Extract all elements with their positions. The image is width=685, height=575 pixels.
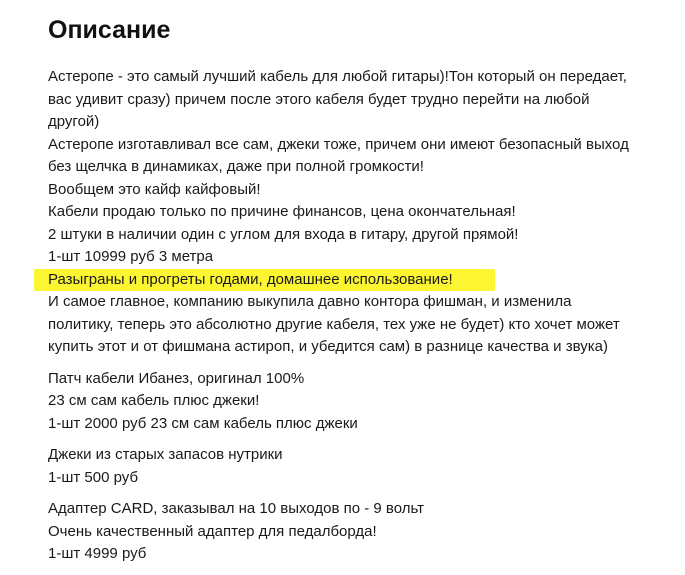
text-line: 1-шт 2000 руб 23 см сам кабель плюс джеки — [48, 414, 358, 432]
text-line: Джеки из старых запасов нутрики — [48, 446, 283, 463]
paragraph-ibanez-patch — [48, 368, 668, 436]
text-line: другой) — [48, 113, 100, 130]
text-line: купить этот и от фишмана астироп, и убедится сам) в разнице качества и звука) — [48, 338, 608, 355]
paragraph-asteropе — [48, 66, 668, 359]
text-line: Астеропе - это самый лучший кабель для любой гитары)!Тон который он передает, — [48, 68, 627, 85]
text-line: 2 штуки в наличии один с углом для входа в гитару, другой прямой! — [48, 225, 519, 243]
text-line: Патч кабели Ибанез, оригинал 100% — [48, 369, 305, 387]
section-title: Описание — [48, 16, 171, 44]
text-line: Астеропе изготавливал все сам, джеки тоже, причем они имеют безопасный выход — [48, 135, 629, 153]
description-section — [48, 14, 668, 575]
text-line: 23 см сам кабель плюс джеки! — [48, 392, 260, 409]
text-line: И самое главное, компанию выкупила давно контора фишман, и изменила — [48, 293, 572, 310]
text-line: Вообщем это кайф кайфовый! — [48, 180, 261, 198]
paragraph-neutrik-jacks — [48, 444, 668, 489]
text-line: Кабели продаю только по причине финансов, цена окончательная! — [48, 203, 516, 220]
text-line: 1-шт 10999 руб 3 метра — [48, 248, 214, 265]
text-line: 1-шт 4999 руб — [48, 545, 147, 562]
text-line: Адаптер CARD, заказывал на 10 выходов по - 9 вольт — [48, 500, 424, 517]
text-line: без щелчка в динамиках, даже при полной громкости! — [48, 158, 424, 175]
highlight-mark: Разыграны и прогреты годами, домашнее использование! — [34, 269, 495, 292]
text-line: политику, теперь это абсолютно другие кабеля, тех уже не будет) кто хочет может — [48, 315, 620, 333]
highlighted-line — [48, 269, 668, 292]
paragraph-card-adapter — [48, 498, 668, 566]
text-line: Очень качественный адаптер для педалборда! — [48, 522, 377, 540]
text-line: вас удивит сразу) причем после этого кабеля будет трудно перейти на любой — [48, 90, 590, 108]
text-line: 1-шт 500 руб — [48, 468, 139, 486]
